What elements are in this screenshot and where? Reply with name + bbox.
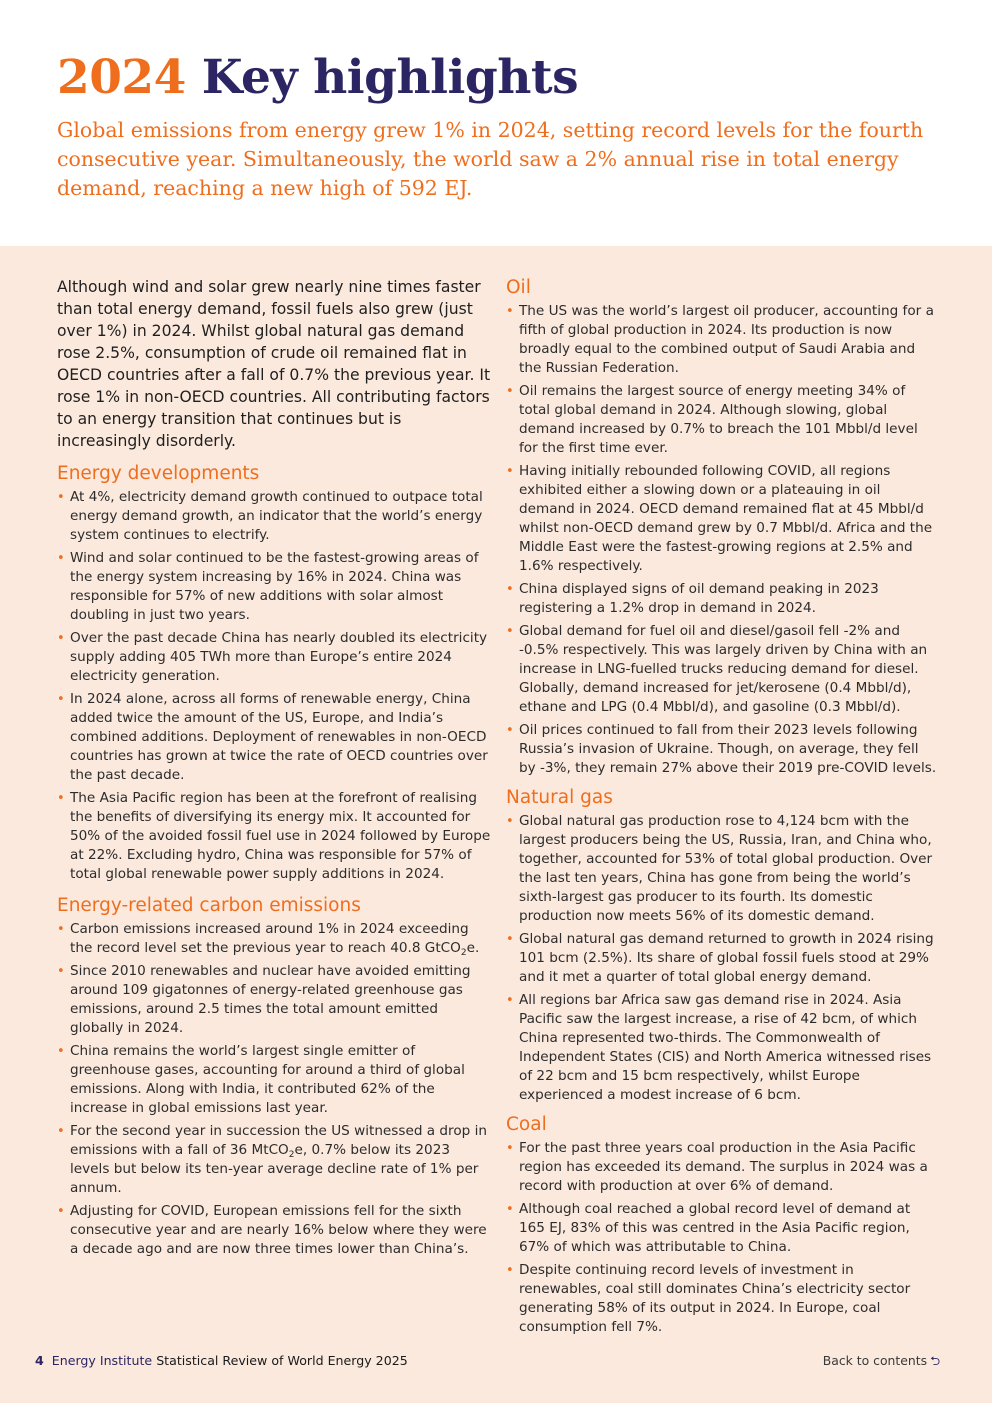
list-item bbox=[57, 1122, 493, 1198]
list-item: • Since 2010 renewables and nuclear have avoided emitting around 109 gigatonnes of energy-related greenhouse gas emissions, around 2.5 times the total amount emitted globally in 2024. bbox=[57, 962, 493, 1038]
list-item: • All regions bar Africa saw gas demand rise in 2024. Asia Pacific saw the largest increase, a rise of 42 bcm, of which China represented two-thirds. The Commonwealth of Independent States (CIS) and North America witnessed rises of 22 bcm and 15 bcm respectively, whilst Europe experienced a modest increase of 6 bcm. bbox=[506, 991, 938, 1105]
list-item bbox=[57, 920, 493, 958]
oil-list bbox=[506, 302, 938, 778]
return-arrow-icon: ⮌ bbox=[930, 1353, 940, 1368]
list-item: • Oil remains the largest source of energy meeting 34% of total global demand in 2024. Although slowing, global demand increased by 0.7% to breach the 101 Mbbl/d level for the first time ever. bbox=[506, 382, 938, 458]
list-item: • In 2024 alone, across all forms of renewable energy, China added twice the amount of the US, Europe, and India’s combined additions. Deployment of renewables in non-OECD countries has grown at twice the rate of OECD countries over the past decade. bbox=[57, 690, 493, 785]
list-item: • The Asia Pacific region has been at the forefront of realising the benefits of diversifying its energy mix. It accounted for 50% of the avoided fossil fuel use in 2024 followed by Europe at 22%. Excluding hydro, China was responsible for 57% of total global renewable power supply additions in 2024. bbox=[57, 789, 493, 884]
list-item: • Global natural gas demand returned to growth in 2024 rising 101 bcm (2.5%). Its share of global fossil fuels stood at 29% and it met a quarter of total global energy demand. bbox=[506, 930, 938, 987]
back-to-contents-link[interactable] bbox=[823, 1351, 940, 1371]
page-number: 4 bbox=[35, 1353, 44, 1368]
heading-carbon-emissions: Energy-related carbon emissions bbox=[57, 895, 361, 916]
page-title bbox=[57, 46, 578, 110]
list-item: • At 4%, electricity demand growth continued to outpace total energy demand growth, an indicator that the world’s energy system continues to electrify. bbox=[57, 488, 493, 545]
list-item: • Oil prices continued to fall from their 2023 levels following Russia’s invasion of Ukraine. Though, on average, they fell by -3%, they remain 27% above their 2019 pre-COVID levels. bbox=[506, 721, 938, 778]
subscript: 2 bbox=[288, 1150, 295, 1160]
coal-list bbox=[506, 1139, 938, 1337]
list-item: • For the past three years coal production in the Asia Pacific region has exceeded its demand. The surplus in 2024 was a record with production at over 6% of demand. bbox=[506, 1139, 938, 1196]
list-item: • Over the past decade China has nearly doubled its electricity supply adding 405 TWh more than Europe’s entire 2024 electricity generation. bbox=[57, 629, 493, 686]
item-text-end: e, 0.7% below its 2023 levels but below its ten-year average decline rate of 1% per annum. bbox=[70, 1142, 479, 1196]
header-panel bbox=[0, 0, 992, 246]
list-item: • Global demand for fuel oil and diesel/gasoil fell -2% and -0.5% respectively. This was largely driven by China with an increase in LNG-fuelled trucks reducing demand for diesel. Globally, demand increased for jet/kerosene (0.4 Mbbl/d), ethane and LPG (0.4 Mbbl/d), and gasoline (0.3 Mbbl/d). bbox=[506, 622, 938, 717]
list-item: • The US was the world’s largest oil producer, accounting for a fifth of global production in 2024. Its production is now broadly equal to the combined output of Saudi Arabia and the Russian Federation. bbox=[506, 302, 938, 378]
heading-oil: Oil bbox=[506, 277, 531, 298]
lead-paragraph: Although wind and solar grew nearly nine times faster than total energy demand, fossil fuels also grew (just over 1%) in 2024. Whilst global natural gas demand rose 2.5%, consumption of crude oil remained flat in OECD countries after a fall of 0.7% the previous year. It rose 1% in non-OECD countries. All contributing factors to an energy transition that continues but is increasingly disorderly. bbox=[57, 278, 491, 450]
energy-developments-list bbox=[57, 488, 493, 884]
publisher-name: Energy Institute bbox=[51, 1353, 153, 1368]
back-label: Back to contents bbox=[822, 1353, 928, 1368]
list-item: • China displayed signs of oil demand peaking in 2023 registering a 1.2% drop in demand in 2024. bbox=[506, 580, 938, 618]
item-text: Carbon emissions increased around 1% in 2024 exceeding the record level set the previous year to reach 40.8 GtCO bbox=[70, 921, 469, 956]
heading-natural-gas: Natural gas bbox=[506, 787, 613, 808]
list-item: • Wind and solar continued to be the fastest-growing areas of the energy system increasing by 16% in 2024. China was responsible for 57% of new additions with solar almost doubling in just two years. bbox=[57, 549, 493, 625]
heading-energy-developments: Energy developments bbox=[57, 463, 260, 484]
heading-coal: Coal bbox=[506, 1114, 547, 1135]
list-item: • Having initially rebounded following COVID, all regions exhibited either a slowing down or a plateauing in oil demand in 2024. OECD demand remained flat at 45 Mbbl/d whilst non-OECD demand grew by 0.7 Mbbl/d. Africa and the Middle East were the fastest-growing regions at 2.5% and 1.6% respectively. bbox=[506, 462, 938, 576]
item-text: For the second year in succession the US witnessed a drop in emissions with a fall of 36 MtCO bbox=[70, 1123, 487, 1158]
item-text-end: e. bbox=[466, 940, 480, 956]
list-item: • Despite continuing record levels of investment in renewables, coal still dominates China’s electricity sector generating 58% of its output in 2024. In Europe, coal consumption fell 7%. bbox=[506, 1261, 938, 1337]
list-item: • Adjusting for COVID, European emissions fell for the sixth consecutive year and are nearly 16% below where they were a decade ago and are now three times lower than China’s. bbox=[57, 1202, 493, 1259]
subscript: 2 bbox=[460, 948, 467, 958]
natural-gas-list bbox=[506, 812, 938, 1105]
right-column bbox=[506, 276, 938, 1341]
left-column bbox=[57, 276, 493, 1263]
intro-text: Global emissions from energy grew 1% in 2024, setting record levels for the fourth consecutive year. Simultaneously, the world saw a 2% annual rise in total energy demand, reaching a new high of 592 EJ. bbox=[57, 118, 924, 200]
list-item: • China remains the world’s largest single emitter of greenhouse gases, accounting for around a third of global emissions. Along with India, it contributed 62% of the increase in global emissions last year. bbox=[57, 1042, 493, 1118]
page-footer bbox=[35, 1351, 940, 1371]
title-year: 2024 bbox=[57, 50, 186, 105]
carbon-emissions-list bbox=[57, 920, 493, 1259]
list-item: • Although coal reached a global record level of demand at 165 EJ, 83% of this was centred in the Asia Pacific region, 67% of which was attributable to China. bbox=[506, 1200, 938, 1257]
publication-title: Statistical Review of World Energy 2025 bbox=[156, 1353, 408, 1368]
list-item: • Global natural gas production rose to 4,124 bcm with the largest producers being the US, Russia, Iran, and China who, together, accounted for 53% of total global production. Over the last ten years, China has gone from being the world’s sixth-largest gas producer to its fourth. Its domestic production now meets 56% of its domestic demand. bbox=[506, 812, 938, 926]
title-text: Key highlights bbox=[201, 50, 579, 105]
